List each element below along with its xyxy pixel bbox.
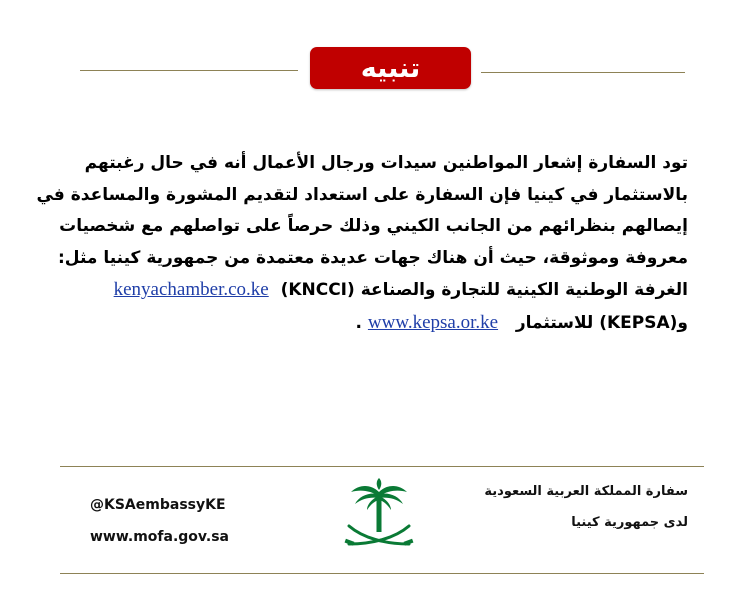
- kncci-link[interactable]: kenyachamber.co.ke: [113, 279, 269, 300]
- body-line-2: بالاستثمار في كينيا فإن السفارة على استعداد لتقديم المشورة والمساعدة في: [36, 184, 688, 205]
- body-line-1: تود السفارة إشعار المواطنين سيدات ورجال الأعمال أنه في حال رغبتهم: [84, 153, 688, 173]
- kepsa-investment: للاستثمار: [515, 312, 594, 333]
- body-line-3: إيصالهم بنظرائهم من الجانب الكيني وذلك حرصاً على تواصلهم مع شخصيات: [59, 216, 688, 236]
- kepsa-abbr: (KEPSA): [599, 312, 678, 333]
- footer-rule-top: [60, 466, 704, 467]
- line-end-period: .: [355, 312, 362, 333]
- notice-body: [36, 148, 688, 339]
- body-line-4: معروفة وموثوقة، حيث أن هناك جهات عديدة معتمدة من جمهورية كينيا مثل:: [58, 247, 688, 268]
- saudi-emblem-icon: [337, 478, 421, 558]
- twitter-handle: @KSAembassyKE: [90, 497, 226, 513]
- embassy-name: سفارة المملكة العربية السعودية: [484, 484, 688, 499]
- kepsa-link[interactable]: www.kepsa.or.ke: [367, 311, 499, 333]
- header-rule-right: [481, 72, 685, 73]
- header-rule-left: [80, 70, 298, 71]
- body-line-6: [88, 307, 688, 340]
- body-line-5: [88, 274, 688, 307]
- kncci-abbr: (KNCCI): [280, 280, 355, 300]
- notice-title: تنبيه: [360, 52, 421, 84]
- website-address: www.mofa.gov.sa: [90, 529, 230, 545]
- embassy-location: لدى جمهورية كينيا: [571, 515, 688, 530]
- kncci-name: الغرفة الوطنية الكينية للتجارة والصناعة: [360, 280, 688, 300]
- kepsa-prefix: و: [677, 312, 688, 333]
- footer-rule-bottom: [60, 573, 704, 574]
- notice-title-banner: [310, 47, 471, 89]
